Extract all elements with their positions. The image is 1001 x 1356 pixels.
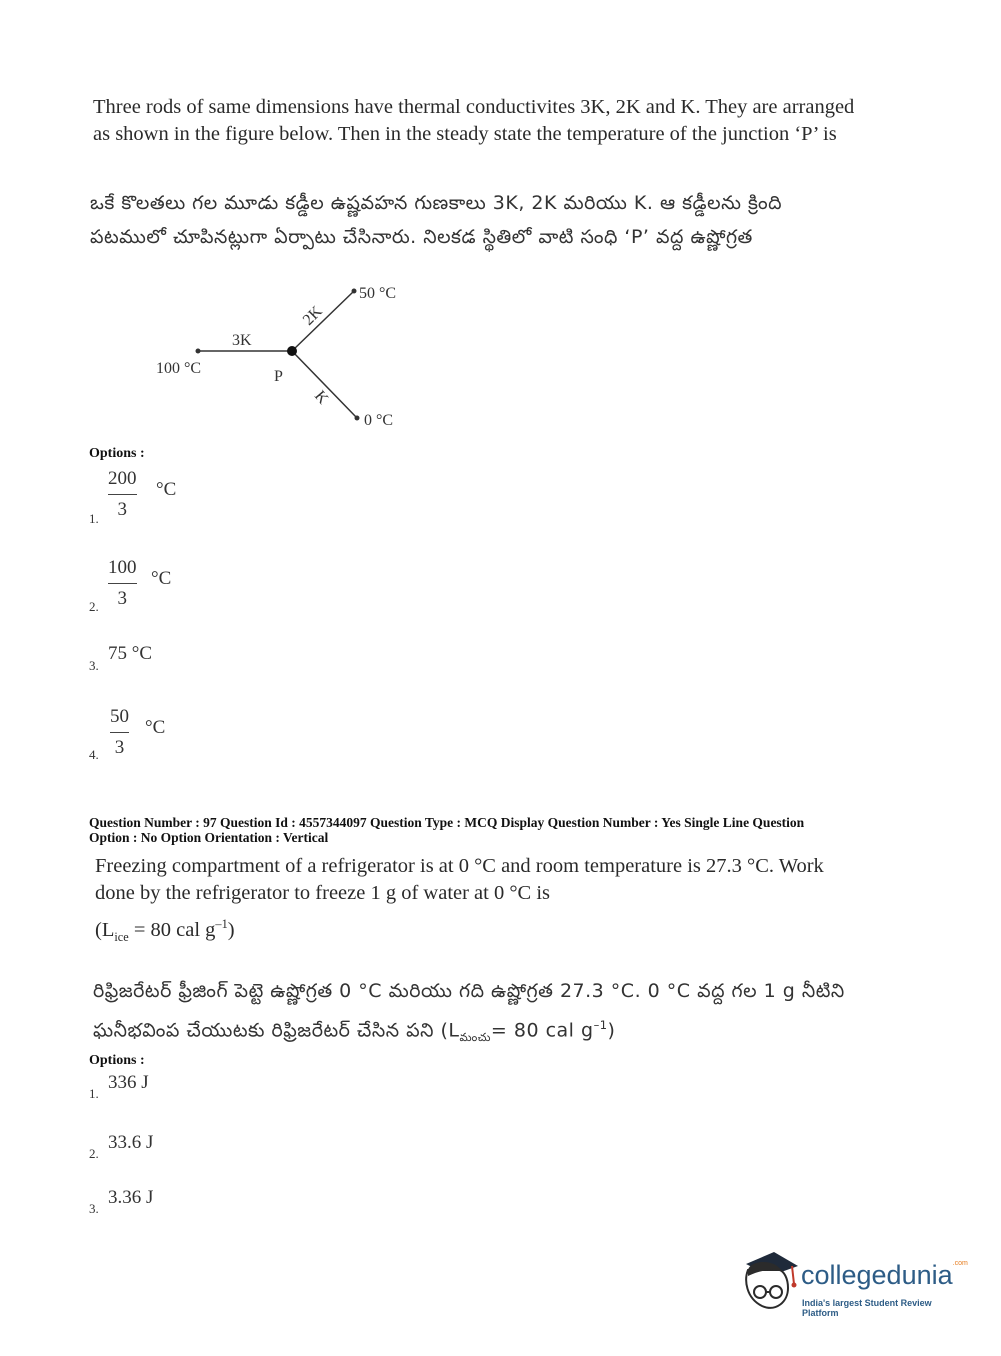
question-97-telugu xyxy=(93,974,845,1054)
question-97-english-line1: Freezing compartment of a refrigerator is at 0 °C and room temperature is 27.3 °C. Work xyxy=(95,855,824,877)
question-96-telugu xyxy=(90,186,782,254)
option-unit: °C xyxy=(145,717,166,738)
rod-k-line xyxy=(292,351,357,418)
fraction-denominator: 3 xyxy=(117,588,127,609)
collegedunia-logo xyxy=(740,1250,970,1320)
logo-wordmark: collegedunia$^{.com}$ xyxy=(801,1260,968,1290)
option-number: 1. xyxy=(89,1086,99,1101)
rods-junction-diagram xyxy=(140,270,440,440)
question-97-meta-line2: Option : No Option Orientation : Vertical xyxy=(89,830,329,845)
question-97-latent-heat: ($L_{ice} = 80$ cal $g^{-1}$) xyxy=(95,917,235,944)
rod-2k-line xyxy=(292,291,354,351)
fraction-bar xyxy=(108,494,137,495)
question-97-meta xyxy=(89,815,804,845)
question-96-telugu-line1: ఒకే కొలతలు గల మూడు కడ్డీల ఉష్ణవహన గుణకాలు 3K, 2K మరియు K. ఆ కడ్డీలను క్రింది xyxy=(90,192,783,214)
question-97-english-line2: done by the refrigerator to freeze 1 g of water at 0 °C is xyxy=(95,882,551,904)
question-97-english xyxy=(95,853,824,951)
option-value: 336 J xyxy=(108,1072,149,1093)
question-97-meta-line1: Question Number : 97 Question Id : 4557344097 Question Type : MCQ Display Question Number : Yes Single Line Question xyxy=(89,815,805,830)
rod-3k-label: 3K xyxy=(232,332,252,349)
left-temp-label: 100 °C xyxy=(156,360,202,377)
option-unit: °C xyxy=(151,568,172,589)
fraction-numerator: 200 xyxy=(108,468,137,489)
question-96-english-line1: Three rods of same dimensions have thermal conductivites 3K, 2K and K. They are arranged xyxy=(93,96,855,118)
logo-tagline: India's largest Student Review Platform xyxy=(802,1298,932,1318)
option-number: 2. xyxy=(89,1146,99,1161)
option-number: 4. xyxy=(89,747,99,762)
question-97-options-heading: Options : xyxy=(89,1053,145,1068)
telugu-subscript: మంచు xyxy=(459,1030,491,1045)
option-fraction xyxy=(108,556,137,611)
telugu-superscript: –1 xyxy=(593,1018,608,1032)
fraction-bar xyxy=(110,732,129,733)
option-value: 33.6 J xyxy=(108,1132,154,1153)
option-value: 75 °C xyxy=(108,643,153,664)
latent-subscript: ice xyxy=(114,929,129,944)
question-96-telugu-line2: పటములో చూపినట్లుగా ఏర్పాటు చేసినారు. నిలకడ స్థితిలో వాటి సంధి ‘P’ వద్ద ఉష్ణోగ్రత xyxy=(90,226,753,248)
mascot-icon xyxy=(740,1250,798,1312)
latent-superscript: –1 xyxy=(215,917,228,931)
fraction-denominator: 3 xyxy=(117,499,127,520)
question-96-option-2[interactable] xyxy=(89,553,289,618)
option-number: 3. xyxy=(89,1201,99,1216)
bottom-end-point xyxy=(355,416,360,421)
option-fraction xyxy=(108,467,137,522)
fraction-numerator: 50 xyxy=(110,706,129,727)
option-number: 2. xyxy=(89,599,99,614)
option-fraction xyxy=(110,705,129,760)
question-97-telugu-line2: ఘనీభవింప చేయుటకు రిఫ్రిజరేటర్ చేసిన పని ($L_{మంచు}= 80$ cal $g^{-1}$) xyxy=(93,1018,616,1045)
left-end-point xyxy=(196,349,201,354)
rod-2k-label: 2K xyxy=(299,302,326,329)
top-temp-label: 50 °C xyxy=(359,285,397,302)
option-unit: °C xyxy=(156,479,177,500)
question-96-option-4[interactable] xyxy=(89,702,289,767)
question-96-option-3[interactable] xyxy=(89,643,289,678)
question-97-option-2[interactable] xyxy=(89,1132,289,1164)
question-96-option-1[interactable] xyxy=(89,464,289,529)
fraction-denominator: 3 xyxy=(114,737,125,758)
question-96-english-line2: as shown in the figure below. Then in the steady state the temperature of the junction ‘P’ is xyxy=(93,123,837,145)
top-end-point xyxy=(352,289,357,294)
fraction-numerator: 100 xyxy=(108,557,137,578)
option-number: 1. xyxy=(89,511,99,526)
fraction-bar xyxy=(108,583,137,584)
option-number: 3. xyxy=(89,658,99,673)
junction-p-label: P xyxy=(274,368,283,385)
rod-k-label: K xyxy=(310,387,332,408)
option-value: 3.36 J xyxy=(108,1187,154,1208)
bottom-temp-label: 0 °C xyxy=(364,412,394,429)
question-97-option-1[interactable] xyxy=(89,1072,289,1104)
question-96-english xyxy=(93,94,854,148)
question-97-option-3[interactable] xyxy=(89,1187,289,1219)
question-97-telugu-line1: రిఫ్రిజరేటర్ ఫ్రీజింగ్ పెట్టె ఉష్ణోగ్రత 0 °C మరియు గది ఉష్ణోగ్రత 27.3 °C. 0 °C వద్ద గల 1 g నీటిని xyxy=(93,980,845,1002)
question-96-options-heading: Options : xyxy=(89,446,145,461)
junction-p-point xyxy=(287,346,297,356)
